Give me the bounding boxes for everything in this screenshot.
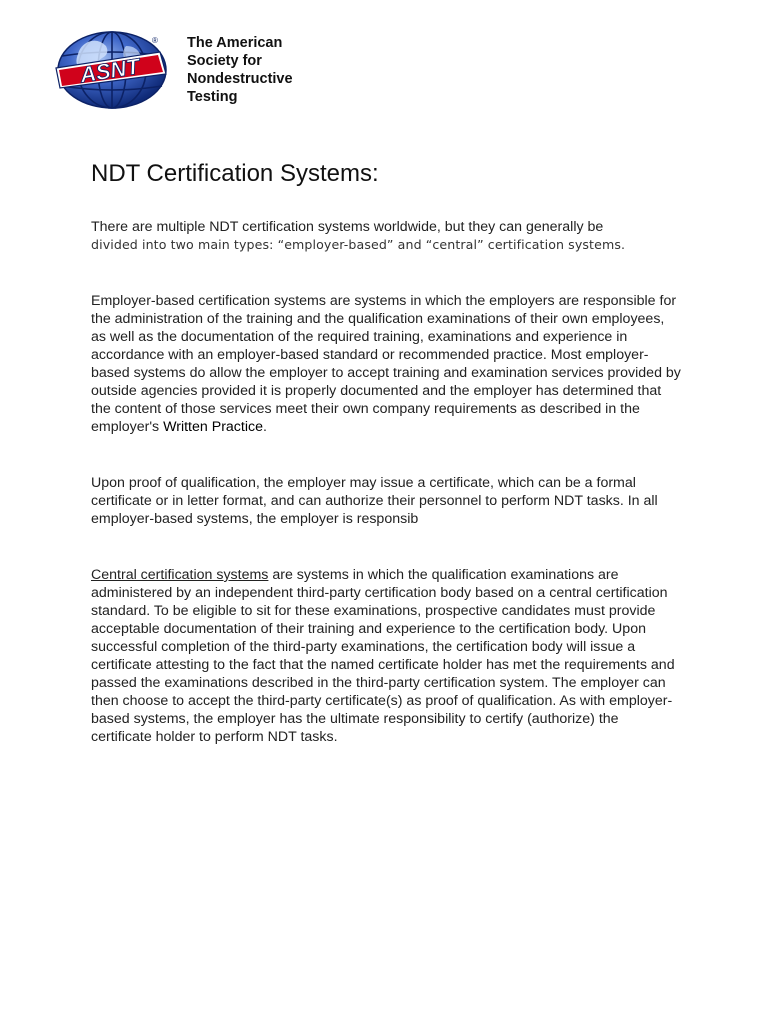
org-name-line: The American (187, 35, 283, 51)
registered-mark: ® (152, 36, 158, 45)
employer-based-text: Employer-based certification systems are systems in which the employers are responsible for the administration of the training and the qualification examinations of their own employees, as well as the documentation of the required training, examinations and experience in accordance with an employer-based standard or recommended practice. Most employer-based systems do allow the employer to accept training and examination services provided by outside agencies provided it is properly documented and the employer has determined that the content of those services meet their own company requirements as described in the employer's (91, 293, 681, 435)
central-certification-text: are systems in which the qualification examinations are administered by an independent third-party certification body based on a central certification standard. To be eligible to sit for these examinations, prospective candidates must provide acceptable documentation of their training and experience to the certification body. Upon successful completion of the third-party examinations, the certification body will issue a certificate attesting to the fact that the named certificate holder has met the requirements and passed the examinations described in the third-party certification system. The employer can then choose to accept the third-party certificate(s) as proof of qualification. As with employer-based systems, the employer has the ultimate responsibility to certify (authorize) the certificate holder to perform NDT tasks. (91, 567, 675, 745)
asnt-globe-logo (48, 30, 174, 110)
organization-name (187, 34, 293, 106)
central-certification-paragraph (91, 566, 681, 746)
central-certification-link[interactable]: Central certification systems (91, 567, 269, 583)
intro-paragraph (91, 218, 681, 254)
written-practice-link[interactable]: Written Practice (163, 419, 263, 435)
logo-text: ASNT (78, 53, 142, 88)
org-name-line: Nondestructive (187, 71, 293, 87)
intro-line-2: divided into two main types: “employer-based” and “central” certification systems. (91, 237, 626, 252)
qualification-paragraph: Upon proof of qualification, the employer may issue a certificate, which can be a formal certificate or in letter format, and can authorize their personnel to perform NDT tasks. In all employer-based systems, the employer is responsib (91, 475, 658, 527)
employer-based-paragraph (91, 292, 681, 436)
intro-line-1: There are multiple NDT certification systems worldwide, but they can generally be (91, 219, 604, 235)
org-name-line: Society for (187, 53, 262, 69)
org-name-line: Testing (187, 89, 238, 105)
employer-based-end: . (262, 419, 267, 435)
page-title: NDT Certification Systems: (91, 160, 379, 187)
header (48, 30, 308, 112)
document-body (91, 158, 681, 746)
